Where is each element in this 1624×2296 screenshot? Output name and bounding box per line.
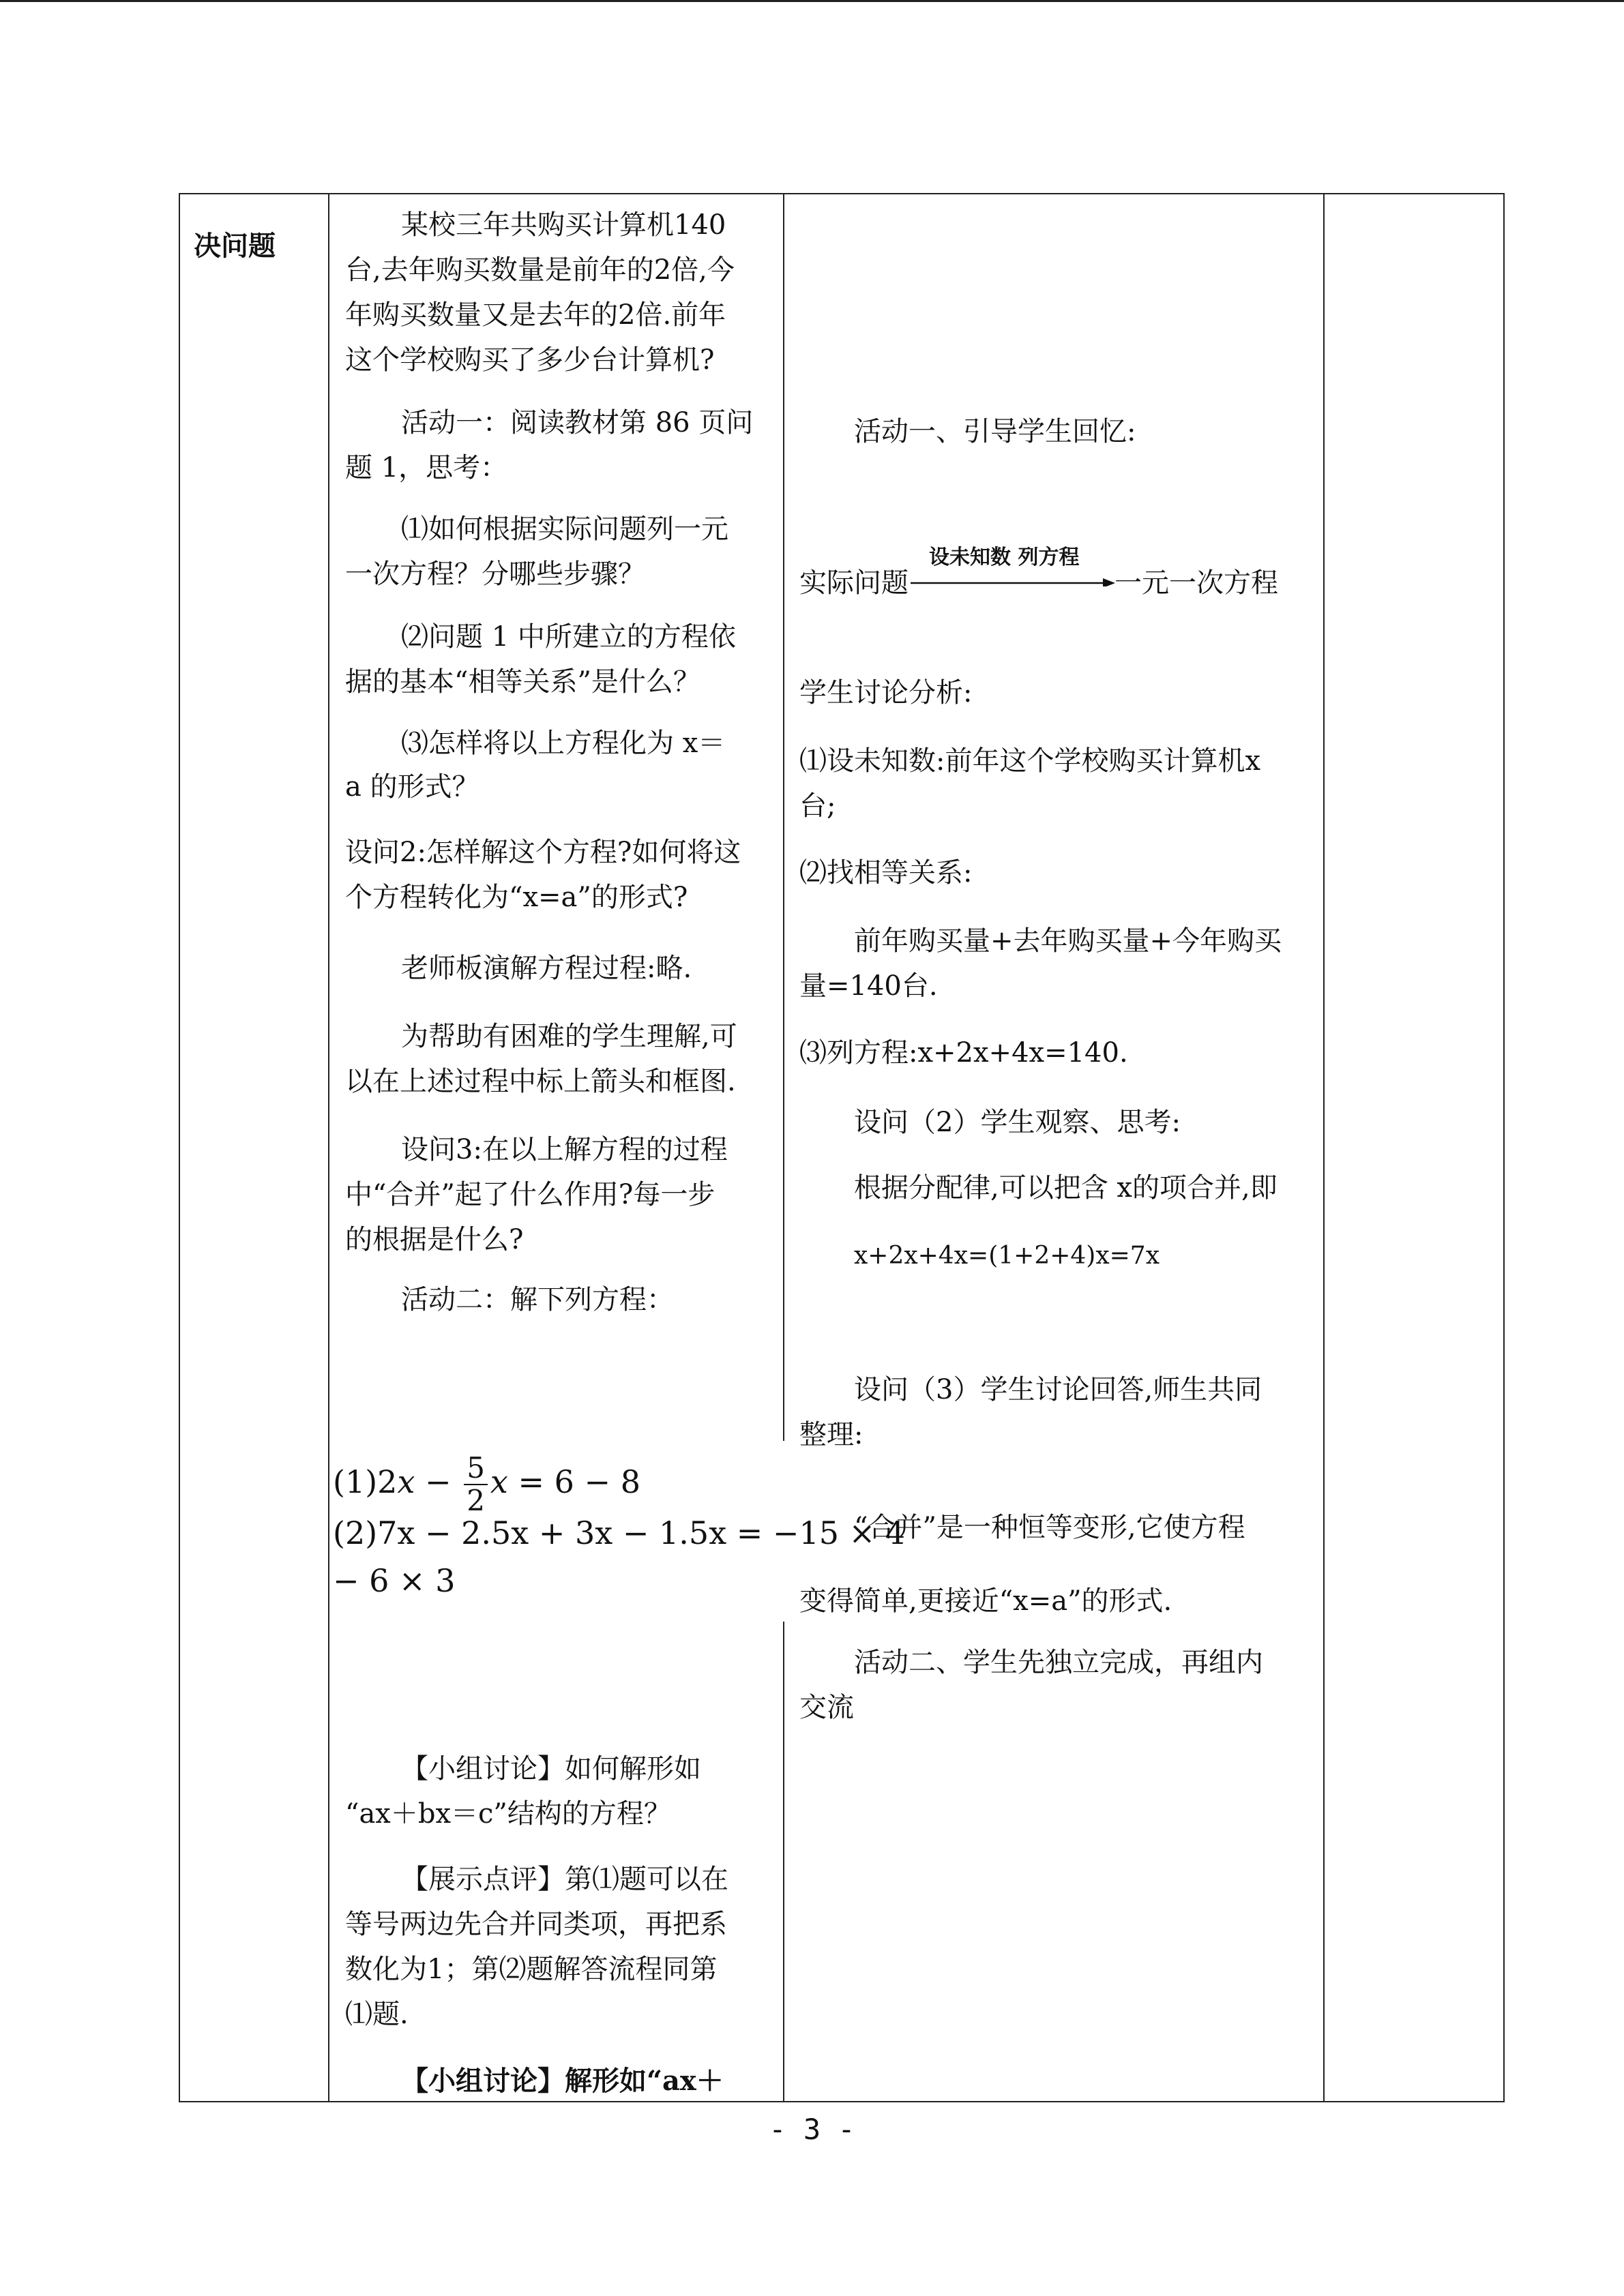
teacher-demo-text: 老师板演解方程过程:略.: [401, 953, 692, 984]
stage-label: 决问题: [194, 230, 276, 262]
flow-arrow-label: 设未知数 列方程: [929, 546, 1080, 569]
question2-line-2: 据的基本“相等关系”是什么？: [345, 666, 700, 698]
col-divider-3: [1323, 193, 1325, 2102]
top-border-line: [0, 0, 1624, 2]
step3-equation: ⑶列方程:x+2x+4x=140.: [799, 1037, 1128, 1069]
question1-line-1: ⑴如何根据实际问题列一元: [401, 513, 728, 545]
activity2-response-line-2: 交流: [799, 1692, 854, 1723]
equation-2: (2)7x − 2.5x + 3x − 1.5x = −15 × 4: [333, 1515, 906, 1551]
combine-equation: x+2x+4x=(1+2+4)x=7x: [854, 1242, 1160, 1270]
equation-1: (1)2x − $\frac{5}{2}$ x = 6 − 8: [333, 1451, 640, 1518]
group-discussion-line-2: “ax＋bx＝c”结构的方程？: [345, 1798, 671, 1830]
help-line-1: 为帮助有困难的学生理解,可: [401, 1021, 737, 1052]
activity1-line-1: 活动一：阅读教材第 86 页问: [401, 407, 754, 438]
question2-line-1: ⑵问题 1 中所建立的方程依: [401, 621, 736, 653]
page-number: - 3 -: [769, 2113, 855, 2146]
combine-meaning-line-2: 变得简单,更接近“x=a”的形式.: [799, 1585, 1172, 1617]
prompt3-response-line-1: 设问（3）学生讨论回答,师生共同: [854, 1374, 1263, 1405]
group-discussion-2: 【小组讨论】解形如“ax＋: [401, 2065, 724, 2097]
fraction-5-over-2: $\frac{5}{2}$: [464, 1452, 488, 1517]
flow-arrow-icon: [911, 573, 1115, 586]
flow-right-label: 一元一次方程: [1114, 567, 1278, 599]
col-divider-2-lower: [783, 1622, 784, 2102]
equation-2-continued: − 6 × 3: [333, 1562, 456, 1599]
flow-left-label: 实际问题: [799, 567, 909, 599]
activity2-text: 活动二：解下列方程：: [401, 1284, 674, 1315]
col-divider-2-upper: [783, 193, 784, 1441]
prompt3-response-line-2: 整理:: [799, 1419, 863, 1450]
prompt2-line-2: 个方程转化为“x=a”的形式?: [345, 882, 688, 913]
col-divider-1: [328, 193, 329, 2102]
step1-line-1: ⑴设未知数:前年这个学校购买计算机x: [799, 745, 1261, 777]
combine-meaning-line-1: “合并”是一种恒等变形,它使方程: [854, 1512, 1245, 1543]
problem-line-2: 台,去年购买数量是前年的2倍,今: [345, 254, 735, 286]
step1-line-2: 台;: [799, 790, 836, 822]
question1-line-2: 一次方程？分哪些步骤？: [345, 558, 645, 590]
activity2-response-line-1: 活动二、学生先独立完成，再组内: [854, 1647, 1263, 1678]
step2-heading: ⑵找相等关系:: [799, 857, 973, 889]
review-line-3: 数化为1；第⑵题解答流程同第: [345, 1954, 718, 1985]
prompt3-line-2: 中“合并”起了什么作用?每一步: [345, 1179, 715, 1210]
prompt3-line-1: 设问3:在以上解方程的过程: [401, 1134, 728, 1165]
question3-line-2: a 的形式？: [345, 771, 479, 803]
group-discussion-line-1: 【小组讨论】如何解形如: [401, 1753, 701, 1785]
student-discussion-heading: 学生讨论分析:: [799, 677, 973, 709]
review-line-4: ⑴题.: [345, 1999, 409, 2030]
problem-line-3: 年购买数量又是去年的2倍.前年: [345, 299, 726, 331]
question3-line-1: ⑶怎样将以上方程化为 x＝: [401, 728, 726, 759]
activity1-line-2: 题 1，思考：: [345, 452, 508, 483]
recall-heading: 活动一、引导学生回忆:: [854, 416, 1136, 447]
problem-line-4: 这个学校购买了多少台计算机?: [345, 344, 715, 376]
prompt2-line-1: 设问2:怎样解这个方程?如何将这: [345, 837, 741, 868]
relation-line-2: 量=140台.: [799, 970, 938, 1002]
relation-line-1: 前年购买量+去年购买量+今年购买: [854, 925, 1282, 957]
distributive-explanation: 根据分配律,可以把含 x的项合并,即: [854, 1172, 1278, 1204]
problem-line-1: 某校三年共购买计算机140: [401, 209, 726, 241]
prompt3-line-3: 的根据是什么?: [345, 1224, 524, 1255]
review-line-1: 【展示点评】第⑴题可以在: [401, 1864, 728, 1895]
help-line-2: 以在上述过程中标上箭头和框图.: [345, 1066, 736, 1097]
prompt2-response: 设问（2）学生观察、思考:: [854, 1107, 1181, 1138]
review-line-2: 等号两边先合并同类项，再把系: [345, 1909, 727, 1940]
